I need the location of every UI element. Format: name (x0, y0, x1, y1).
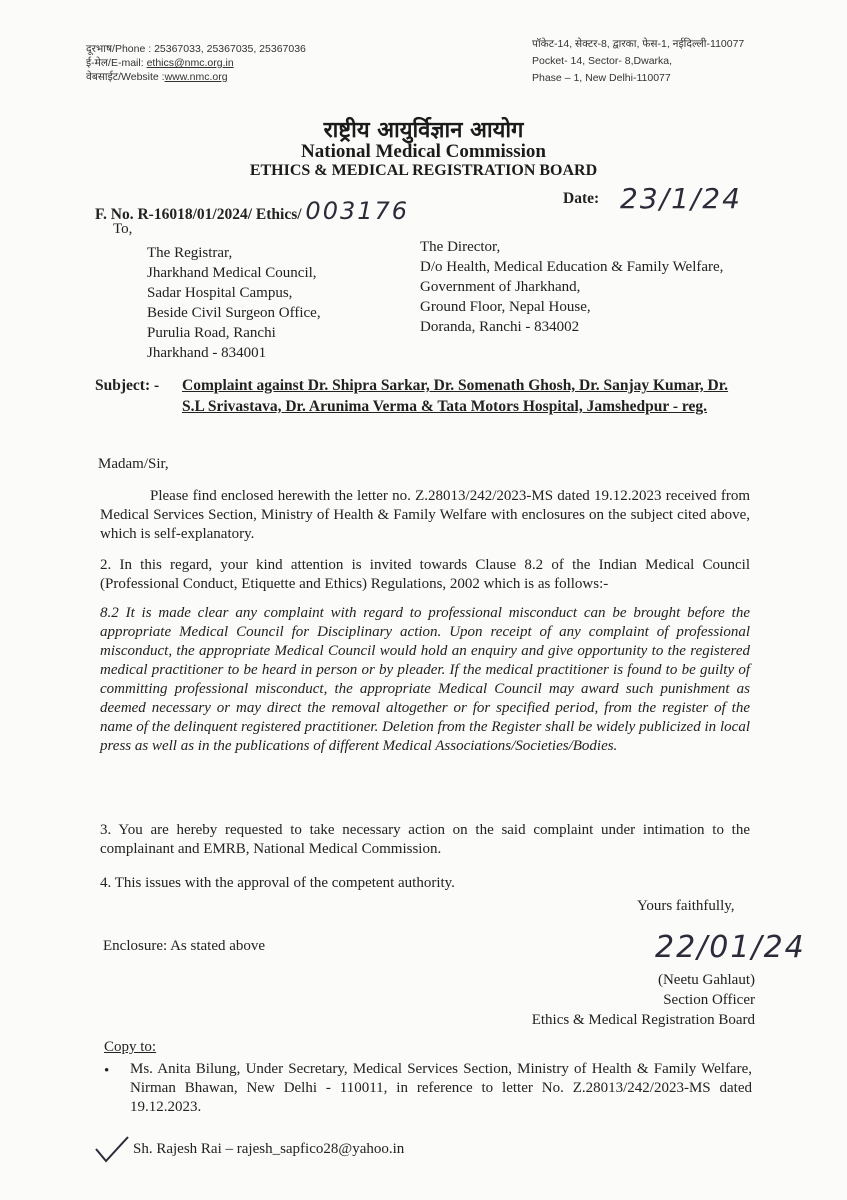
paragraph-2: 2. In this regard, your kind attention is invited towards Clause 8.2 of the Indian Medical Council (Professional Conduct, Etiquette and Ethics) Regulations, 2002 which is as follows:- (100, 557, 750, 592)
copy-to-item-1: Ms. Anita Bilung, Under Secretary, Medical Services Section, Ministry of Health & Family Welfare, Nirman Bhawan, New Delhi - 110011, in reference to letter No. Z.28013/242/2023-MS dated 19.12.2023. (130, 1061, 752, 1115)
paragraph-1: Please find enclosed herewith the letter no. Z.28013/242/2023-MS dated 19.12.2023 received from Medical Services Section, Ministry of Health & Family Welfare with enclosures on the subject cited above, which is self-explanatory. (100, 488, 750, 542)
closing: Yours faithfully, (637, 898, 735, 914)
recipient-line: D/o Health, Medical Education & Family Welfare, (420, 259, 724, 275)
date-handwritten: 23/1/24 (620, 182, 742, 215)
copy-to-item-2: Sh. Rajesh Rai – rajesh_sapfico28@yahoo.in (133, 1141, 405, 1157)
recipient-line: Jharkhand - 834001 (147, 345, 267, 361)
website-link[interactable]: www.nmc.org (164, 71, 228, 83)
file-number-label: F. No. R-16018/01/2024/ Ethics/ (95, 206, 302, 223)
signer-block (500, 970, 755, 1030)
email-line (86, 56, 306, 70)
website-label: वेबसाईट/Website : (86, 71, 165, 83)
copy-to-label: Copy to: (104, 1039, 157, 1055)
signer-board: Ethics & Medical Registration Board (531, 1012, 755, 1028)
recipient-director (420, 237, 723, 337)
signer-name: (Neetu Gahlaut) (657, 972, 755, 988)
recipient-line: Beside Civil Surgeon Office, (147, 305, 321, 321)
paragraph-3: 3. You are hereby requested to take necessary action on the said complaint under intimation to the complainant and EMRB, National Medical Commission. (100, 822, 750, 857)
file-number-handwritten: 003176 (305, 197, 410, 225)
email-link[interactable]: ethics@nmc.org.in (146, 57, 234, 69)
board-title: ETHICS & MEDICAL REGISTRATION BOARD (249, 162, 598, 179)
address-line-hindi: पॉकेट-14, सेक्टर-8, द्वारका, फेस-1, नईदिल्ली-110077 (532, 38, 745, 50)
to-label: To, (113, 221, 133, 237)
recipient-line: Ground Floor, Nepal House, (420, 299, 591, 315)
regulation-quote: 8.2 It is made clear any complaint with regard to professional misconduct can be brought before the appropriate Medical Council for Disciplinary action. Upon receipt of any complaint of professional misconduct, the appropriate Medical Council would hold an enquiry and give opportunity to the registered medical practitioner to be heard in person or by pleader. If the medical practitioner is found to be guilty of committing professional misconduct, the appropriate Medical Council may award such punishment as deemed necessary or may direct the removal altogether or for specified period, from the register of the name of the delinquent registered practitioner. Deletion from the Register shall be widely publicized in local press as well as in the publications of different Medical Associations/Societies/Bodies. (100, 605, 750, 754)
bullet-icon: • (104, 1063, 110, 1079)
address-line-3: Phase – 1, New Delhi-110077 (532, 72, 671, 84)
recipient-registrar (147, 243, 321, 363)
email-label: ई-मेल/E-mail: (86, 57, 147, 69)
handwritten-signature: 22/01/24 (655, 930, 806, 965)
date-label: Date: (563, 190, 600, 207)
file-number (95, 197, 409, 225)
signer-designation: Section Officer (663, 992, 755, 1008)
website-line (86, 70, 306, 84)
office-address (532, 34, 744, 88)
phone-line: दूरभाष/Phone : 25367033, 25367035, 25367036 (86, 43, 306, 55)
enclosure-note: Enclosure: As stated above (103, 938, 266, 954)
checkmark-icon (94, 1135, 130, 1165)
recipient-line: Government of Jharkhand, (420, 279, 581, 295)
org-title-hindi: राष्ट्रीय आयुर्विज्ञान आयोग (323, 118, 524, 143)
subject-text: Complaint against Dr. Shipra Sarkar, Dr. Somenath Ghosh, Dr. Sanjay Kumar, Dr. S.L Srivastava, Dr. Arunima Verma & Tata Motors Hospital, Jamshedpur - reg. (182, 377, 729, 415)
recipient-line: The Director, (420, 239, 501, 255)
recipient-line: Jharkhand Medical Council, (147, 265, 317, 281)
contact-block (86, 42, 306, 84)
recipient-line: Doranda, Ranchi - 834002 (420, 319, 580, 335)
subject-label: Subject: - (95, 377, 160, 394)
salutation: Madam/Sir, (98, 456, 169, 472)
recipient-line: Sadar Hospital Campus, (147, 285, 293, 301)
address-line-2: Pocket- 14, Sector- 8,Dwarka, (532, 55, 673, 67)
recipient-line: Purulia Road, Ranchi (147, 325, 276, 341)
recipient-line: The Registrar, (147, 245, 233, 261)
paragraph-4: 4. This issues with the approval of the competent authority. (100, 875, 455, 891)
org-title-english: National Medical Commission (301, 141, 546, 162)
